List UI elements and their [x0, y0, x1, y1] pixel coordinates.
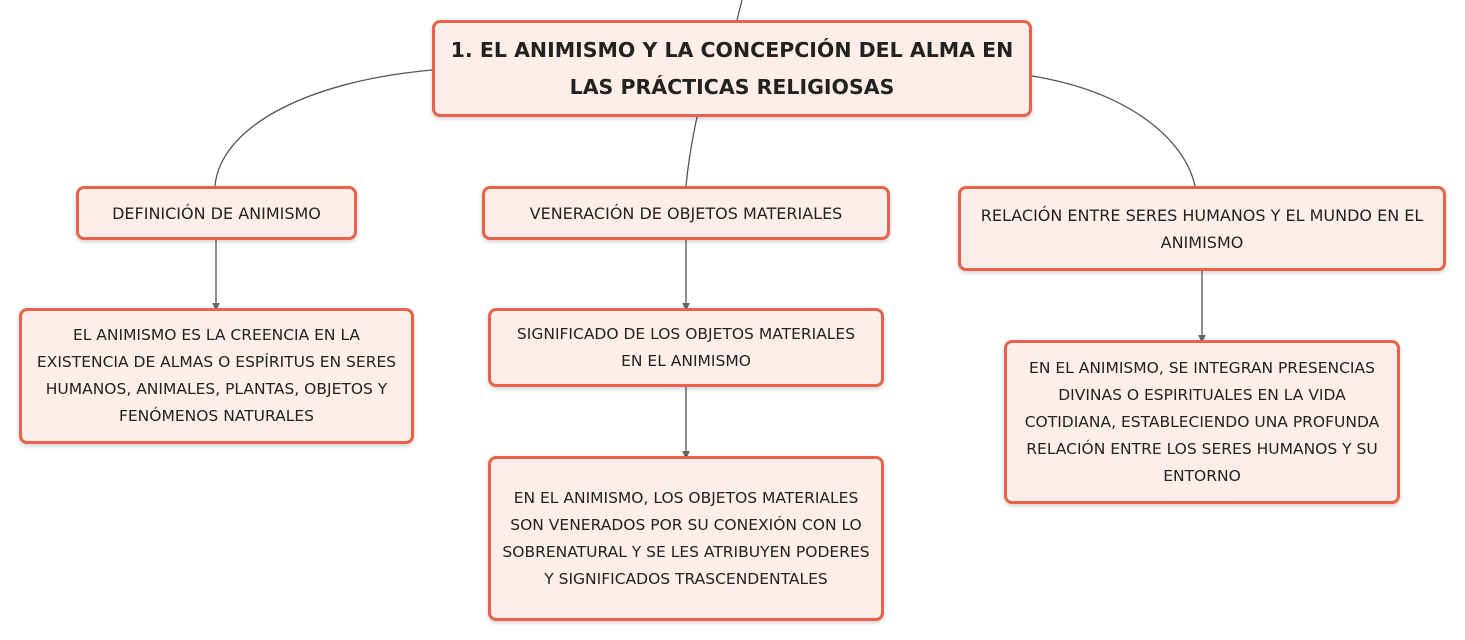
- subtopic-node-definicion-detalle[interactable]: [19, 308, 414, 444]
- topic-node-relacion[interactable]: [958, 186, 1446, 271]
- connector-parent-to-root: [737, 0, 742, 20]
- subtopic-node-label: EN EL ANIMISMO, LOS OBJETOS MATERIALES SON VENERADOS POR SU CONEXIÓN CON LO SOBRENATURAL Y SE LES ATRIBUYEN PODERES Y SIGNIFICADOS TRASCENDENTALES: [502, 488, 870, 588]
- topic-node-definicion[interactable]: [76, 186, 357, 240]
- subtopic-node-label: EN EL ANIMISMO, SE INTEGRAN PRESENCIAS DIVINAS O ESPIRITUALES EN LA VIDA COTIDIANA, ESTABLECIENDO UNA PROFUNDA RELACIÓN ENTRE LOS SERES HUMANOS Y SU ENTORNO: [1024, 358, 1380, 485]
- topic-node-label: DEFINICIÓN DE ANIMISMO: [112, 203, 321, 223]
- topic-node-label: VENERACIÓN DE OBJETOS MATERIALES: [529, 203, 843, 223]
- subtopic-node-label: EL ANIMISMO ES LA CREENCIA EN LA EXISTENCIA DE ALMAS O ESPÍRITUS EN SERES HUMANOS, ANIMALES, PLANTAS, OBJETOS Y FENÓMENOS NATURALES: [36, 326, 397, 425]
- root-node[interactable]: [432, 20, 1032, 117]
- root-node-label: 1. EL ANIMISMO Y LA CONCEPCIÓN DEL ALMA EN LAS PRÁCTICAS RELIGIOSAS: [450, 37, 1014, 99]
- subtopic-node-relacion-detalle[interactable]: [1004, 340, 1400, 504]
- connector-root-to-definicion: [215, 70, 432, 186]
- topic-node-veneracion[interactable]: [482, 186, 890, 240]
- subtopic-node-significado[interactable]: [488, 308, 884, 387]
- connector-root-to-veneracion: [686, 117, 697, 186]
- topic-node-label: RELACIÓN ENTRE SERES HUMANOS Y EL MUNDO EN EL ANIMISMO: [980, 205, 1424, 252]
- subtopic-node-label: SIGNIFICADO DE LOS OBJETOS MATERIALES EN EL ANIMISMO: [516, 324, 856, 370]
- subtopic-node-veneracion-detalle[interactable]: [488, 456, 884, 621]
- connector-root-to-relacion: [1032, 76, 1195, 186]
